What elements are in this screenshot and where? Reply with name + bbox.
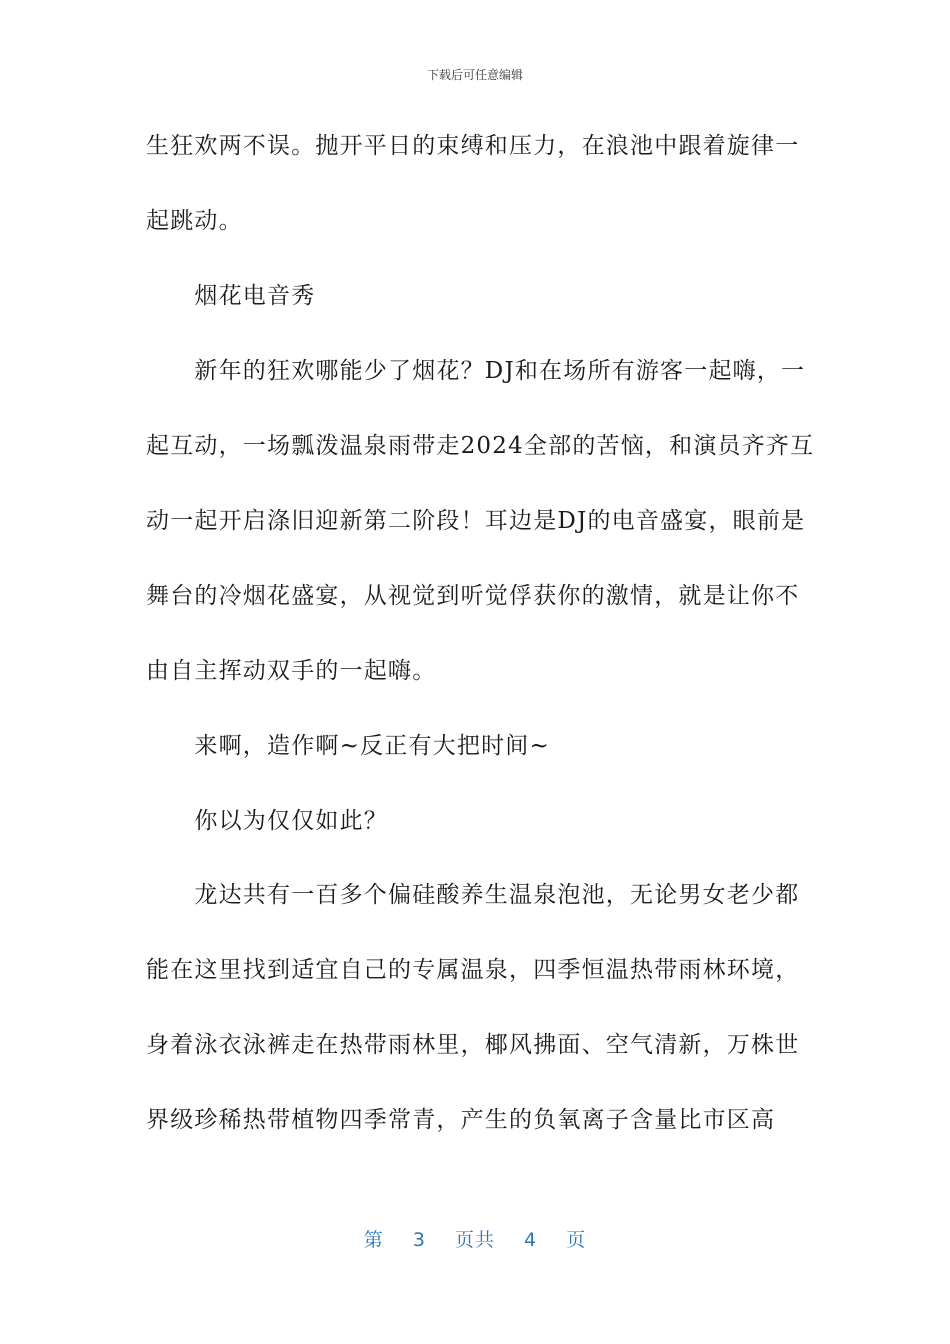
text-line: 界级珍稀热带植物四季常青，产生的负氧离子含量比市区高	[146, 1107, 776, 1133]
text-line: 动一起开启涤旧迎新第二阶段！耳边是DJ的电音盛宴，眼前是	[146, 508, 806, 534]
text-line: 你以为仅仅如此？	[146, 808, 388, 834]
text-line: 舞台的冷烟花盛宴，从视觉到听觉俘获你的激情，就是让你不	[146, 583, 800, 609]
page-number-footer	[0, 1225, 950, 1252]
footer-prefix: 第	[363, 1229, 384, 1251]
text-line: 生狂欢两不误。抛开平日的束缚和压力，在浪池中跟着旋律一	[146, 133, 800, 159]
text-line: 身着泳衣泳裤走在热带雨林里，椰风拂面、空气清新，万株世	[146, 1032, 800, 1058]
text-line: 新年的狂欢哪能少了烟花？DJ和在场所有游客一起嗨，一	[146, 358, 806, 384]
text-line: 能在这里找到适宜自己的专属温泉，四季恒温热带雨林环境，	[146, 957, 800, 983]
footer-middle: 页共	[454, 1229, 495, 1251]
current-page-number: 3	[412, 1229, 426, 1251]
text-line: 龙达共有一百多个偏硅酸养生温泉泡池，无论男女老少都	[146, 882, 800, 908]
section-heading: 烟花电音秀	[146, 283, 316, 309]
text-line: 起互动，一场瓢泼温泉雨带走2024全部的苦恼，和演员齐齐互	[146, 433, 815, 459]
page-header: 下载后可任意编辑	[426, 68, 523, 82]
total-page-number: 4	[524, 1229, 538, 1251]
footer-suffix: 页	[566, 1229, 587, 1251]
text-line: 来啊，造作啊~反正有大把时间~	[146, 733, 550, 759]
text-line: 起跳动。	[146, 208, 243, 234]
text-line: 由自主挥动双手的一起嗨。	[146, 658, 437, 684]
